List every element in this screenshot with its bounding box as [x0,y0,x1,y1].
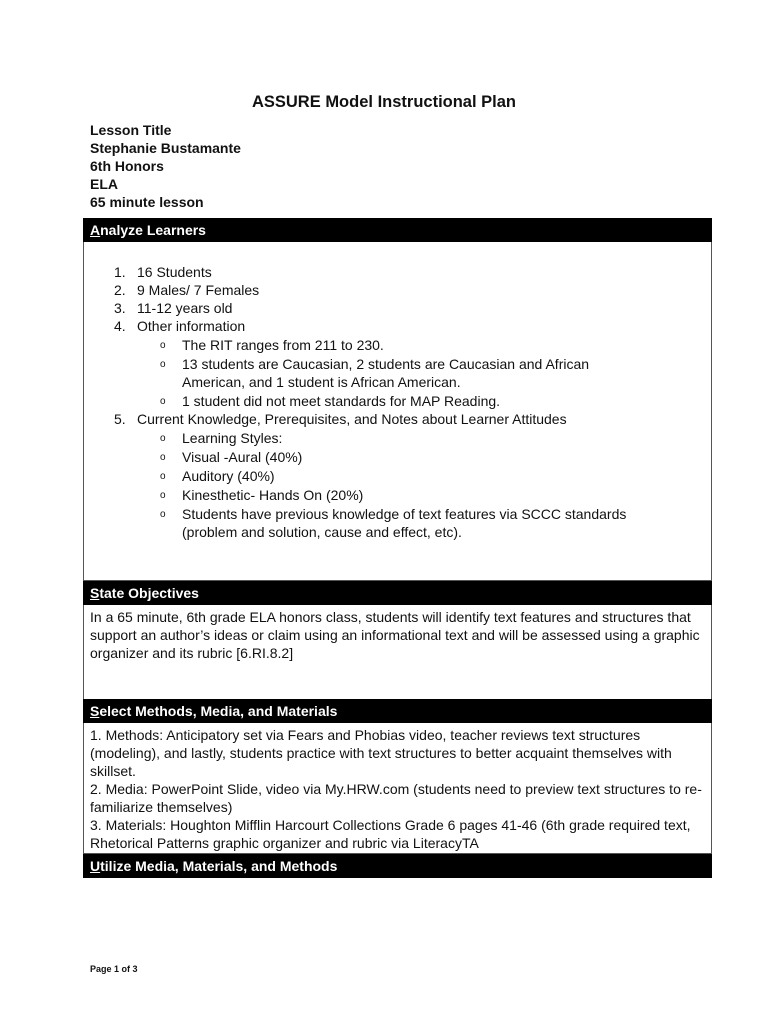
utilize-media-heading: Utilize Media, Materials, and Methods [83,854,712,878]
page-number: Page 1 of 3 [90,964,138,974]
sub-list-item: o Visual -Aural (40%) [160,449,303,465]
bullet-icon: o [160,340,166,351]
list-item: 1. 16 Students [114,264,212,280]
sub-list-item: o Learning Styles: [160,430,283,446]
objective-text: In a 65 minute, 6th grade ELA honors class, students will identify text features and structures that support an author’s ideas or claim using an informational text and will be assessed using a graphic organizer and its rubric [6.RI.8.2] [90,609,700,661]
bullet-icon: o [160,433,166,444]
grade-line: 6th Honors [90,158,164,174]
sub-list-item: o 1 student did not meet standards for MAP Reading. [160,393,501,409]
state-objectives-heading: State Objectives [83,581,712,605]
learner-list [84,263,711,541]
learner-attitudes-sublist [84,429,644,541]
analyze-learners-section [83,218,712,581]
lesson-title-line: Lesson Title [90,122,172,138]
methods-line: 1. Methods: Anticipatory set via Fears and Phobias video, teacher reviews text structures (modeling), and lastly, students practice with text structures to better acquaint themselves with skillset. [90,727,672,779]
analyze-learners-heading: Analyze Learners [83,218,712,242]
subject-line: ELA [90,176,118,192]
duration-line: 65 minute lesson [90,194,204,210]
sub-list-item: o The RIT ranges from 211 to 230. [160,337,384,353]
list-item: 2. 9 Males/ 7 Females [114,282,260,298]
analyze-learners-body [83,242,712,581]
author-line: Stephanie Bustamante [90,140,241,156]
lesson-header [90,121,241,211]
document-title: ASSURE Model Instructional Plan [251,93,517,111]
sub-list-item: o 13 students are Caucasian, 2 students are Caucasian and African American, and 1 student is African American. [160,356,590,390]
sub-list-item: o Students have previous knowledge of text features via SCCC standards (problem and solution, cause and effect, etc). [160,506,627,540]
bullet-icon: o [160,359,166,370]
sub-list-item: o Kinesthetic- Hands On (20%) [160,487,364,503]
list-item: 5. Current Knowledge, Prerequisites, and Notes about Learner Attitudes o Learning Styles: o Visual -Aural (40%) o Auditory (40%) o Kinesthetic- Hands On (20%) o Students have previous knowledge of text features via SCCC standards (problem and solution, cause and effect, etc). [84,410,711,541]
list-item: 4. Other information o The RIT ranges from 211 to 230. o 13 students are Caucasian, 2 students are Caucasian and African American, and 1 student is African American. o 1 student did not meet standards for MAP Reading. [84,317,711,410]
sub-list-item: o Auditory (40%) [160,468,275,484]
select-methods-section [83,699,712,854]
select-methods-heading: Select Methods, Media, and Materials [83,699,712,723]
list-item: 3. 11-12 years old [114,300,233,316]
utilize-media-section [83,854,712,878]
bullet-icon: o [160,509,166,520]
materials-line: 3. Materials: Houghton Mifflin Harcourt Collections Grade 6 pages 41-46 (6th grade required text, Rhetorical Patterns graphic organizer and rubric via LiteracyTA [90,817,691,851]
bullet-icon: o [160,490,166,501]
state-objectives-section [83,581,712,700]
bullet-icon: o [160,452,166,463]
other-info-sublist [84,336,644,410]
bullet-icon: o [160,396,166,407]
media-line: 2. Media: PowerPoint Slide, video via My.HRW.com (students need to preview text structures to re-familiarize themselves) [90,781,702,815]
state-objectives-body [83,605,712,700]
select-methods-body [83,723,712,854]
bullet-icon: o [160,471,166,482]
